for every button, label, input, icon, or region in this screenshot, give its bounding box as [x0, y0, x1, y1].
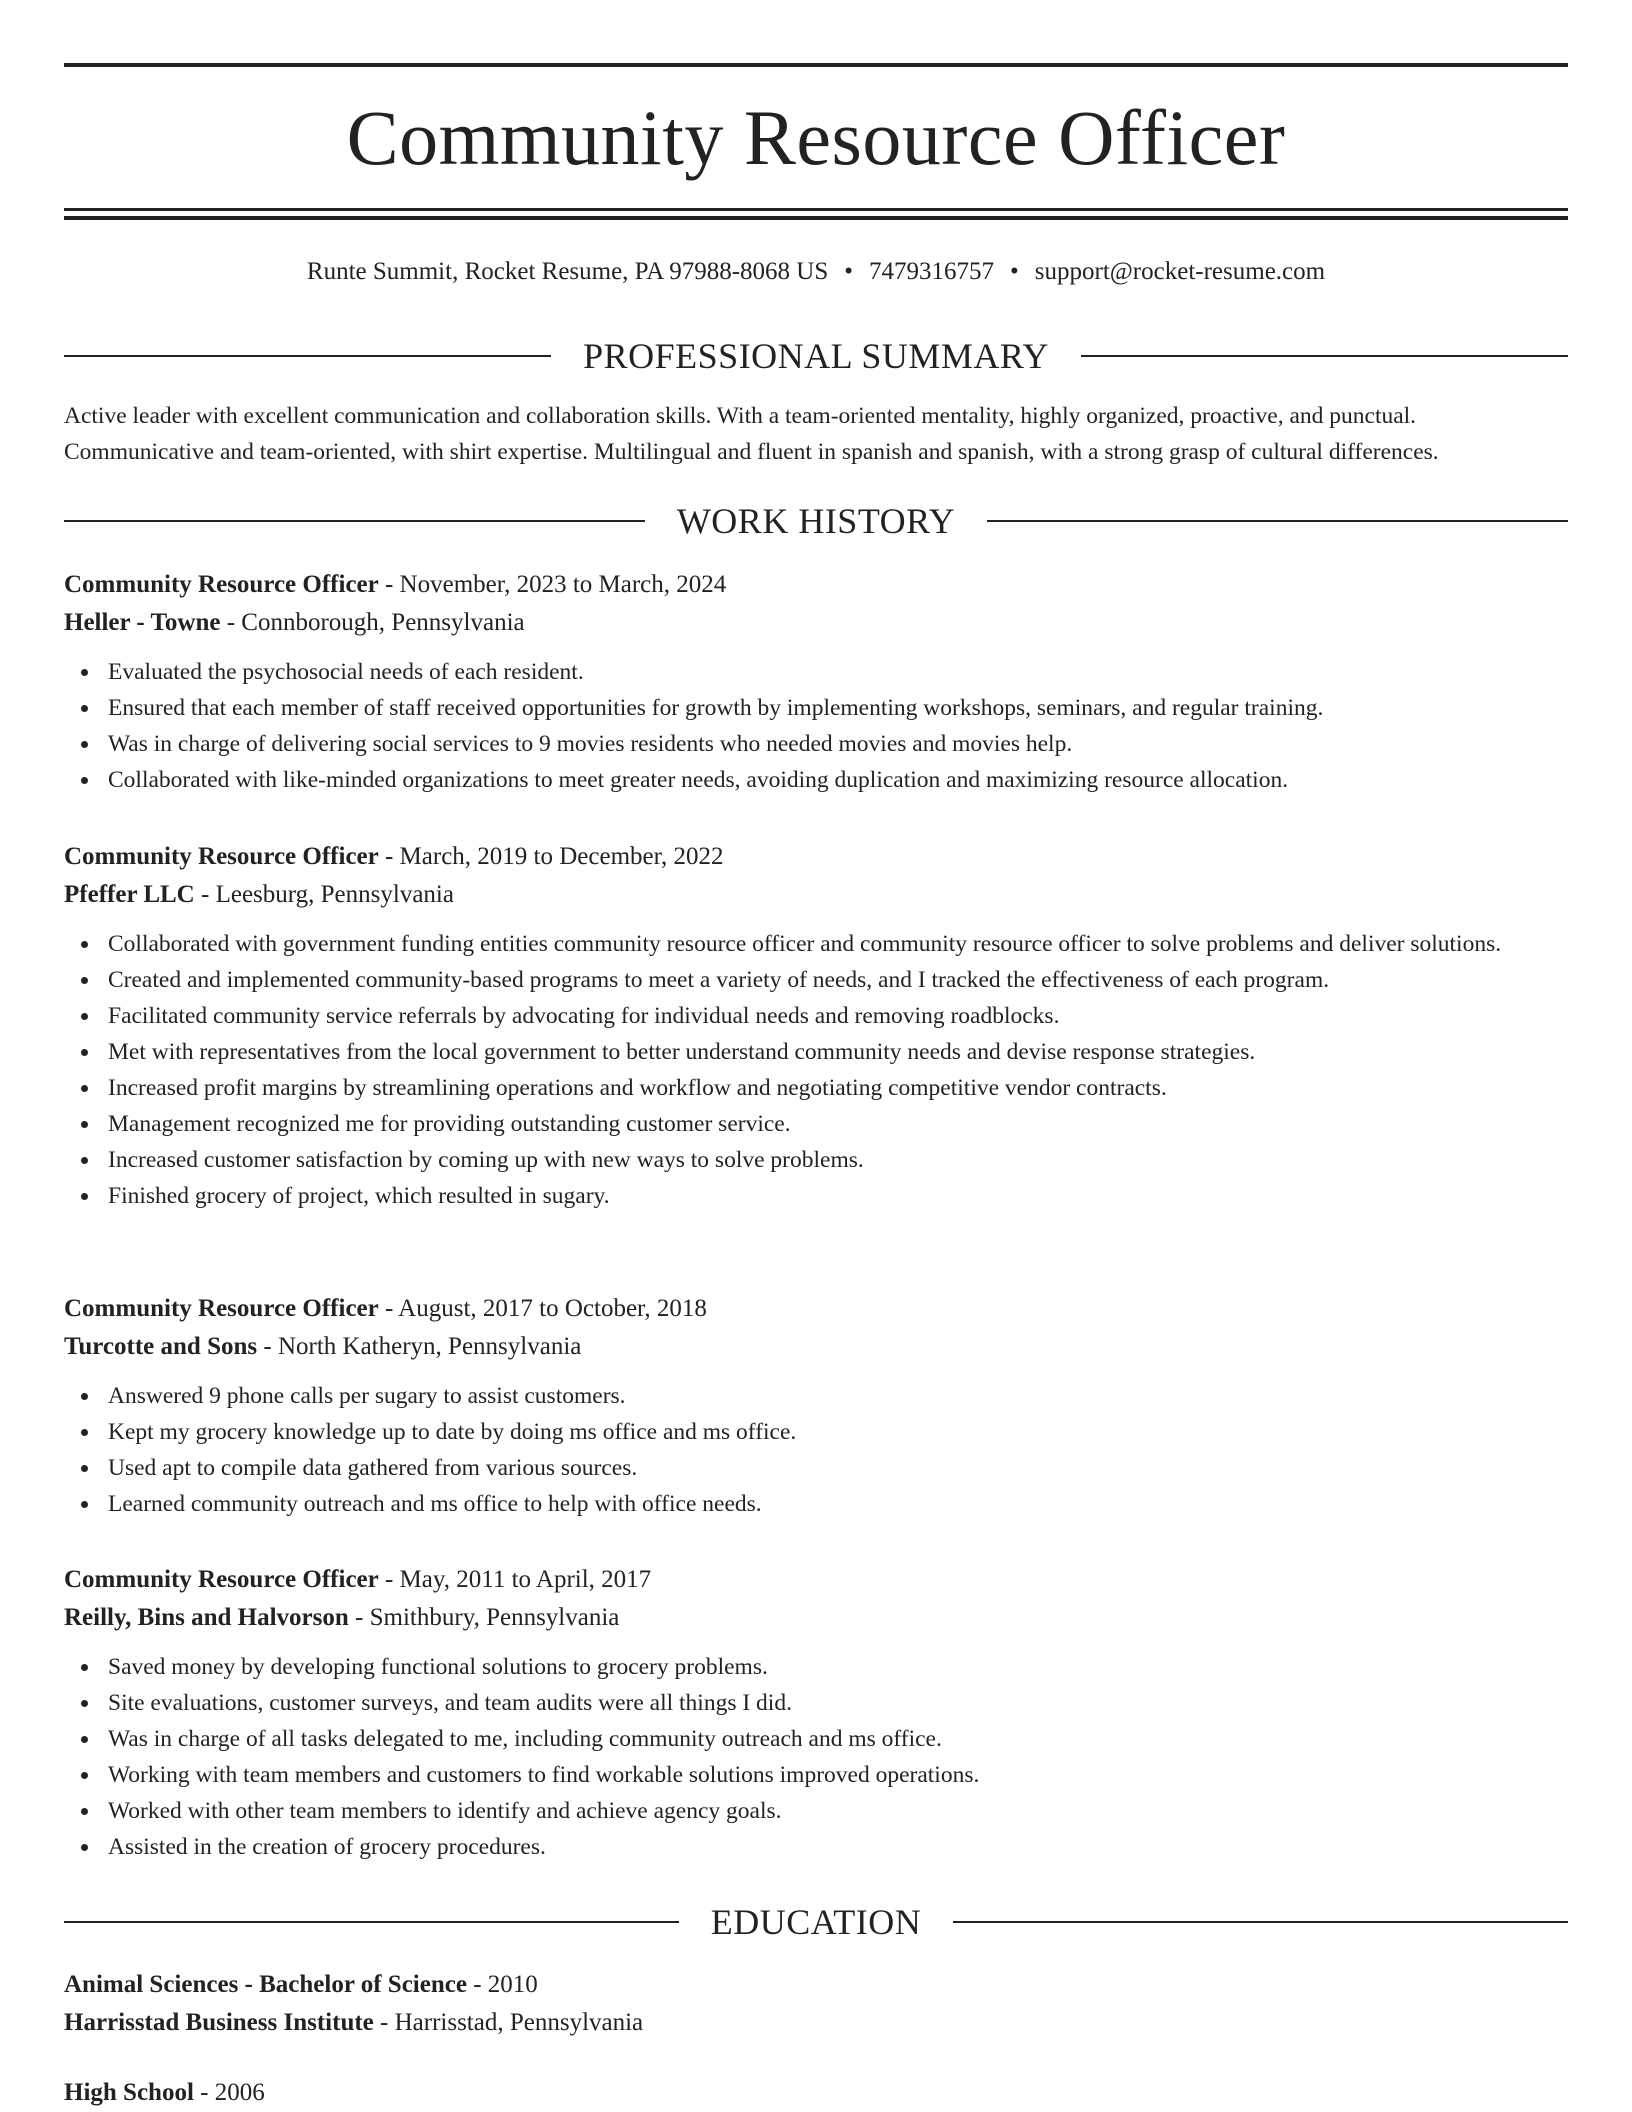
company-location: - Smithbury, Pennsylvania [348, 1604, 620, 1631]
contact-address: Runte Summit, Rocket Resume, PA 97988-8068 US [306, 258, 829, 285]
company-line [64, 876, 1568, 914]
education-degree-line [64, 2074, 1568, 2112]
work-history-section-header [64, 499, 1568, 543]
contact-separator: • [1010, 258, 1019, 285]
job-title-line [64, 566, 1568, 604]
company-line [64, 604, 1568, 642]
job-title: Community Resource Officer [64, 1566, 379, 1593]
contact-line [64, 254, 1568, 290]
company-location: - Connborough, Pennsylvania [220, 609, 525, 636]
job-bullet: Collaborated with like-minded organizations to meet greater needs, avoiding duplication and maximizing resource allocation. [108, 762, 1568, 798]
job-bullet: Increased profit margins by streamlining operations and workflow and negotiating competitive vendor contracts. [108, 1070, 1568, 1106]
education-section-title: EDUCATION [710, 1902, 922, 1942]
education-year: - 2006 [193, 2079, 265, 2106]
job-title: Community Resource Officer [64, 571, 379, 598]
job-bullet: Worked with other team members to identify and achieve agency goals. [108, 1793, 1568, 1829]
job-title-line [64, 1561, 1568, 1599]
education-year: - 2010 [466, 1971, 538, 1998]
job-bullet: Learned community outreach and ms office to help with office needs. [108, 1486, 1568, 1522]
company-name: Pfeffer LLC [64, 881, 195, 908]
job-entry [64, 566, 1568, 798]
job-bullet: Increased customer satisfaction by coming up with new ways to solve problems. [108, 1142, 1568, 1178]
job-entry [64, 838, 1568, 1214]
job-bullet: Kept my grocery knowledge up to date by doing ms office and ms office. [108, 1414, 1568, 1450]
section-rule-right [1081, 355, 1568, 357]
education-entry [64, 2074, 1568, 2112]
job-bullet: Created and implemented community-based programs to meet a variety of needs, and I tracked the effectiveness of each program. [108, 962, 1568, 998]
job-bullet: Was in charge of delivering social services to 9 movies residents who needed movies and movies help. [108, 726, 1568, 762]
education-section-header [64, 1900, 1568, 1944]
job-bullet: Finished grocery of project, which resulted in sugary. [108, 1178, 1568, 1214]
job-bullet: Collaborated with government funding entities community resource officer and community resource officer to solve problems and deliver solutions. [108, 926, 1568, 962]
job-bullet: Management recognized me for providing outstanding customer service. [108, 1106, 1568, 1142]
education-entry [64, 1966, 1568, 2042]
work-history-section-title: WORK HISTORY [676, 501, 956, 541]
job-bullet: Ensured that each member of staff received opportunities for growth by implementing workshops, seminars, and regular training. [108, 690, 1568, 726]
company-location: - North Katheryn, Pennsylvania [257, 1333, 582, 1360]
job-bullet: Site evaluations, customer surveys, and team audits were all things I did. [108, 1685, 1568, 1721]
job-dates: - May, 2011 to April, 2017 [378, 1566, 652, 1593]
job-bullet-list [64, 926, 1568, 1214]
job-entry [64, 1290, 1568, 1522]
education-degree-line [64, 1966, 1568, 2004]
name-rule-lower [64, 216, 1568, 220]
company-name: Reilly, Bins and Halvorson [64, 1604, 349, 1631]
job-dates: - August, 2017 to October, 2018 [378, 1295, 707, 1322]
company-name: Turcotte and Sons [64, 1333, 258, 1360]
job-bullet: Facilitated community service referrals by advocating for individual needs and removing roadblocks. [108, 998, 1568, 1034]
job-title-line [64, 1290, 1568, 1328]
job-bullet: Used apt to compile data gathered from various sources. [108, 1450, 1568, 1486]
section-rule-left [64, 355, 551, 357]
job-bullet-list [64, 1649, 1568, 1865]
contact-email: support@rocket-resume.com [1034, 258, 1326, 285]
top-rule [64, 63, 1568, 67]
name-rule-upper [64, 208, 1568, 211]
job-bullet: Was in charge of all tasks delegated to me, including community outreach and ms office. [108, 1721, 1568, 1757]
job-bullet: Working with team members and customers to find workable solutions improved operations. [108, 1757, 1568, 1793]
resume-name-heading: Community Resource Officer [346, 94, 1286, 181]
summary-section-header [64, 334, 1568, 378]
section-rule-right [953, 1921, 1568, 1923]
education-degree: Animal Sciences - Bachelor of Science [64, 1971, 467, 1998]
contact-separator: • [844, 258, 854, 285]
contact-phone: 7479316757 [869, 258, 995, 285]
job-title: Community Resource Officer [64, 843, 379, 870]
section-rule-right [987, 520, 1568, 522]
job-bullet: Assisted in the creation of grocery procedures. [108, 1829, 1568, 1865]
job-bullet-list [64, 654, 1568, 798]
job-title-line [64, 838, 1568, 876]
job-bullet: Answered 9 phone calls per sugary to assist customers. [108, 1378, 1568, 1414]
summary-section-title: PROFESSIONAL SUMMARY [583, 336, 1049, 376]
company-name: Heller - Towne [64, 609, 221, 636]
company-line [64, 1599, 1568, 1637]
section-rule-left [64, 1921, 679, 1923]
company-location: - Leesburg, Pennsylvania [194, 881, 454, 908]
job-dates: - November, 2023 to March, 2024 [378, 571, 727, 598]
section-rule-left [64, 520, 645, 522]
job-bullet: Saved money by developing functional solutions to grocery problems. [108, 1649, 1568, 1685]
education-location: - Harrisstad, Pennsylvania [373, 2009, 644, 2036]
job-dates: - March, 2019 to December, 2022 [378, 843, 724, 870]
education-school-line [64, 2004, 1568, 2042]
education-school: Harrisstad Business Institute [64, 2009, 374, 2036]
job-entry [64, 1561, 1568, 1865]
education-degree: High School [64, 2079, 194, 2106]
job-title: Community Resource Officer [64, 1295, 379, 1322]
professional-summary-text: Active leader with excellent communication and collaboration skills. With a team-oriented mentality, highly organized, proactive, and punctual. Communicative and team-oriented, with shirt expertise. Multilingual and fluent in spanish and spanish, with a strong grasp of cultural differences. [64, 403, 1439, 465]
company-line [64, 1328, 1568, 1366]
job-bullet: Evaluated the psychosocial needs of each resident. [108, 654, 1568, 690]
job-bullet-list [64, 1378, 1568, 1522]
job-bullet: Met with representatives from the local government to better understand community needs and devise response strategies. [108, 1034, 1568, 1070]
